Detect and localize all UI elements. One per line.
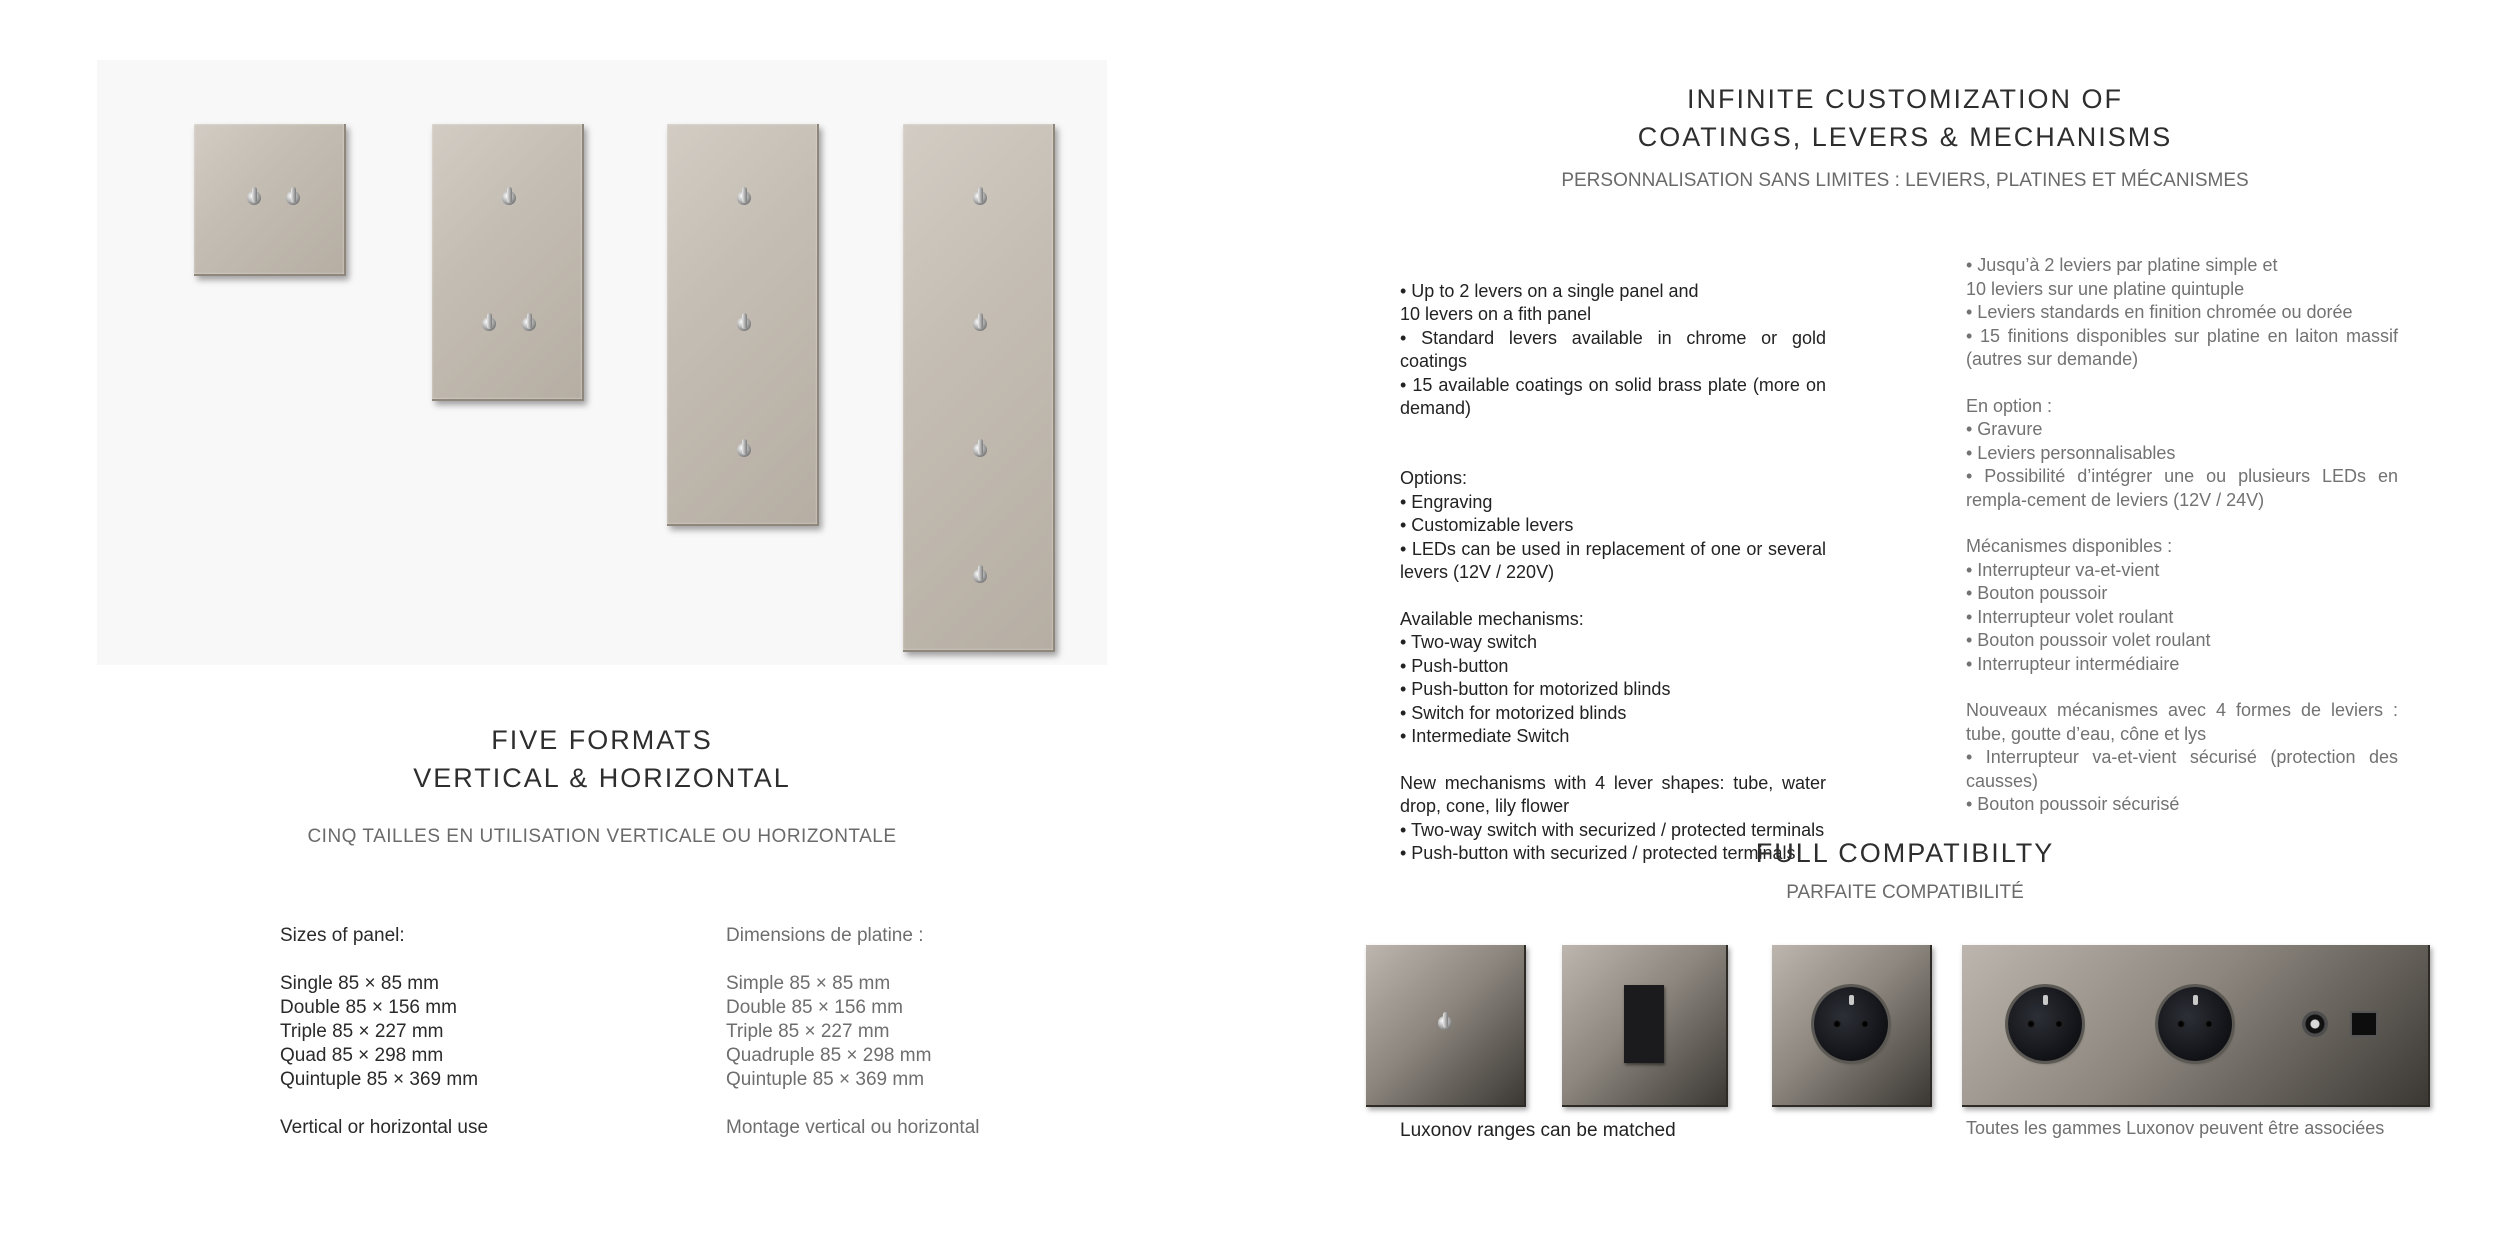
feature-line: • 15 available coatings on solid brass plate (more on demand) xyxy=(1400,374,1826,418)
feature-line: 10 leviers sur une platine quintuple xyxy=(1966,278,2245,299)
toggle-lever-icon xyxy=(521,313,537,335)
feature-line: • 15 finitions disponibles sur platine en laiton massif (autres sur demande) xyxy=(1966,325,2398,369)
rj45-socket-icon xyxy=(2350,1011,2378,1037)
size-item: Triple 85 × 227 mm xyxy=(726,1021,890,1042)
customization-title-line2: COATINGS, LEVERS & MECHANISMS xyxy=(1637,122,2173,152)
new-mechanisms-heading: Nouveaux mécanismes avec 4 formes de leviers : tube, goutte d’eau, cône et lys xyxy=(1966,700,2398,744)
mechanisms-heading: Available mechanisms: xyxy=(1400,608,1584,629)
toggle-lever-icon xyxy=(1437,1012,1453,1034)
feature-line: • Engraving xyxy=(1400,491,1493,512)
power-socket-icon xyxy=(2008,987,2082,1061)
size-item: Quadruple 85 × 298 mm xyxy=(726,1045,932,1066)
toggle-lever-icon xyxy=(285,187,301,209)
feature-line: • Two-way switch xyxy=(1400,632,1538,652)
mechanisms-heading: Mécanismes disponibles : xyxy=(1966,536,2173,556)
toggle-lever-icon xyxy=(246,187,262,209)
sizes-note: Montage vertical ou horizontal xyxy=(726,1117,980,1138)
feature-line: • Standard levers available in chrome or gold coatings xyxy=(1400,327,1826,371)
toggle-lever-icon xyxy=(736,187,752,209)
options-heading: En option : xyxy=(1966,395,2053,416)
feature-line: • Leviers personnalisables xyxy=(1966,442,2176,463)
feature-line: • Push-button with securized / protected terminals xyxy=(1400,843,1796,863)
options-heading: Options: xyxy=(1400,468,1468,488)
feature-line: • Possibilité d’intégrer une ou plusieurs LEDs en rempla-cement de leviers (12V / 24V) xyxy=(1966,466,2398,510)
power-socket-icon xyxy=(1814,987,1888,1061)
triple-panel xyxy=(667,124,819,526)
sizes-french xyxy=(726,924,979,1140)
toggle-lever-icon xyxy=(736,313,752,335)
toggle-lever-icon xyxy=(972,187,988,209)
sizes-note: Vertical or horizontal use xyxy=(280,1117,489,1138)
toggle-switch-plate xyxy=(1366,945,1526,1107)
size-item: Double 85 × 156 mm xyxy=(280,997,457,1018)
toggle-lever-icon xyxy=(501,187,517,209)
sizes-heading: Dimensions de platine : xyxy=(726,925,924,946)
formats-title-line2: VERTICAL & HORIZONTAL xyxy=(413,763,791,793)
size-item: Triple 85 × 227 mm xyxy=(280,1021,444,1042)
caption-english: Luxonov ranges can be matched xyxy=(1400,1120,1676,1141)
single-panel xyxy=(194,124,346,276)
size-item: Quad 85 × 298 mm xyxy=(280,1045,444,1066)
customization-subtitle: PERSONNALISATION SANS LIMITES : LEVIERS, PLATINES ET MÉCANISMES xyxy=(1561,170,2249,191)
coax-socket-icon xyxy=(2302,1011,2328,1037)
feature-line: • Up to 2 levers on a single panel and xyxy=(1400,280,1699,301)
feature-line: • Interrupteur intermédiaire xyxy=(1966,653,2180,674)
formats-subtitle: CINQ TAILLES EN UTILISATION VERTICALE OU HORIZONTALE xyxy=(307,826,897,847)
features-french xyxy=(1966,254,2398,817)
push-button-icon xyxy=(1624,985,1664,1063)
feature-line: 10 levers on a fith panel xyxy=(1400,304,1592,324)
feature-line: • Bouton poussoir sécurisé xyxy=(1966,794,2180,814)
feature-line: • Interrupteur va-et-vient sécurisé (protection des causses) xyxy=(1966,747,2398,791)
feature-line: • Gravure xyxy=(1966,419,2043,439)
size-item: Double 85 × 156 mm xyxy=(726,997,903,1018)
feature-line: • Bouton poussoir volet roulant xyxy=(1966,630,2211,650)
toggle-lever-icon xyxy=(481,313,497,335)
formats-title-line1: FIVE FORMATS xyxy=(491,725,713,755)
feature-line: • Customizable levers xyxy=(1400,515,1574,535)
feature-line: • Push-button for motorized blinds xyxy=(1400,679,1671,699)
sizes-english xyxy=(280,924,488,1140)
size-item: Quintuple 85 × 369 mm xyxy=(280,1069,479,1090)
new-mechanisms-heading: New mechanisms with 4 lever shapes: tube, water drop, cone, lily flower xyxy=(1400,772,1826,816)
toggle-lever-icon xyxy=(736,439,752,461)
size-item: Simple 85 × 85 mm xyxy=(726,973,891,994)
feature-line: • Interrupteur volet roulant xyxy=(1966,606,2174,627)
push-button-plate xyxy=(1562,945,1728,1107)
multi-socket-plate xyxy=(1962,945,2430,1107)
double-panel xyxy=(432,124,584,401)
toggle-lever-icon xyxy=(972,565,988,587)
compatibility-title: FULL COMPATIBILTY xyxy=(1755,838,2055,868)
feature-line: • Bouton poussoir xyxy=(1966,583,2108,603)
features-english xyxy=(1400,256,1826,866)
toggle-lever-icon xyxy=(972,439,988,461)
feature-line: • Jusqu’à 2 leviers par platine simple et xyxy=(1966,255,2278,275)
feature-line: • Two-way switch with securized / protected terminals xyxy=(1400,819,1825,840)
sizes-heading: Sizes of panel: xyxy=(280,925,405,946)
customization-title-line1: INFINITE CUSTOMIZATION OF xyxy=(1687,84,2123,114)
feature-line: • Leviers standards en finition chromée ou dorée xyxy=(1966,302,2353,322)
panel-formats-photo xyxy=(97,60,1107,665)
socket-plate xyxy=(1772,945,1932,1107)
feature-line: • Interrupteur va-et-vient xyxy=(1966,559,2160,580)
power-socket-icon xyxy=(2158,987,2232,1061)
feature-line: • Intermediate Switch xyxy=(1400,726,1570,746)
toggle-lever-icon xyxy=(972,313,988,335)
feature-line: • Switch for motorized blinds xyxy=(1400,702,1627,723)
feature-line: • Push-button xyxy=(1400,655,1509,676)
size-item: Single 85 × 85 mm xyxy=(280,973,439,994)
size-item: Quintuple 85 × 369 mm xyxy=(726,1069,925,1090)
quad-panel xyxy=(903,124,1055,652)
compatibility-subtitle: PARFAITE COMPATIBILITÉ xyxy=(1786,882,2024,903)
caption-french: Toutes les gammes Luxonov peuvent être associées xyxy=(1966,1118,2385,1138)
feature-line: • LEDs can be used in replacement of one or several levers (12V / 220V) xyxy=(1400,538,1826,582)
